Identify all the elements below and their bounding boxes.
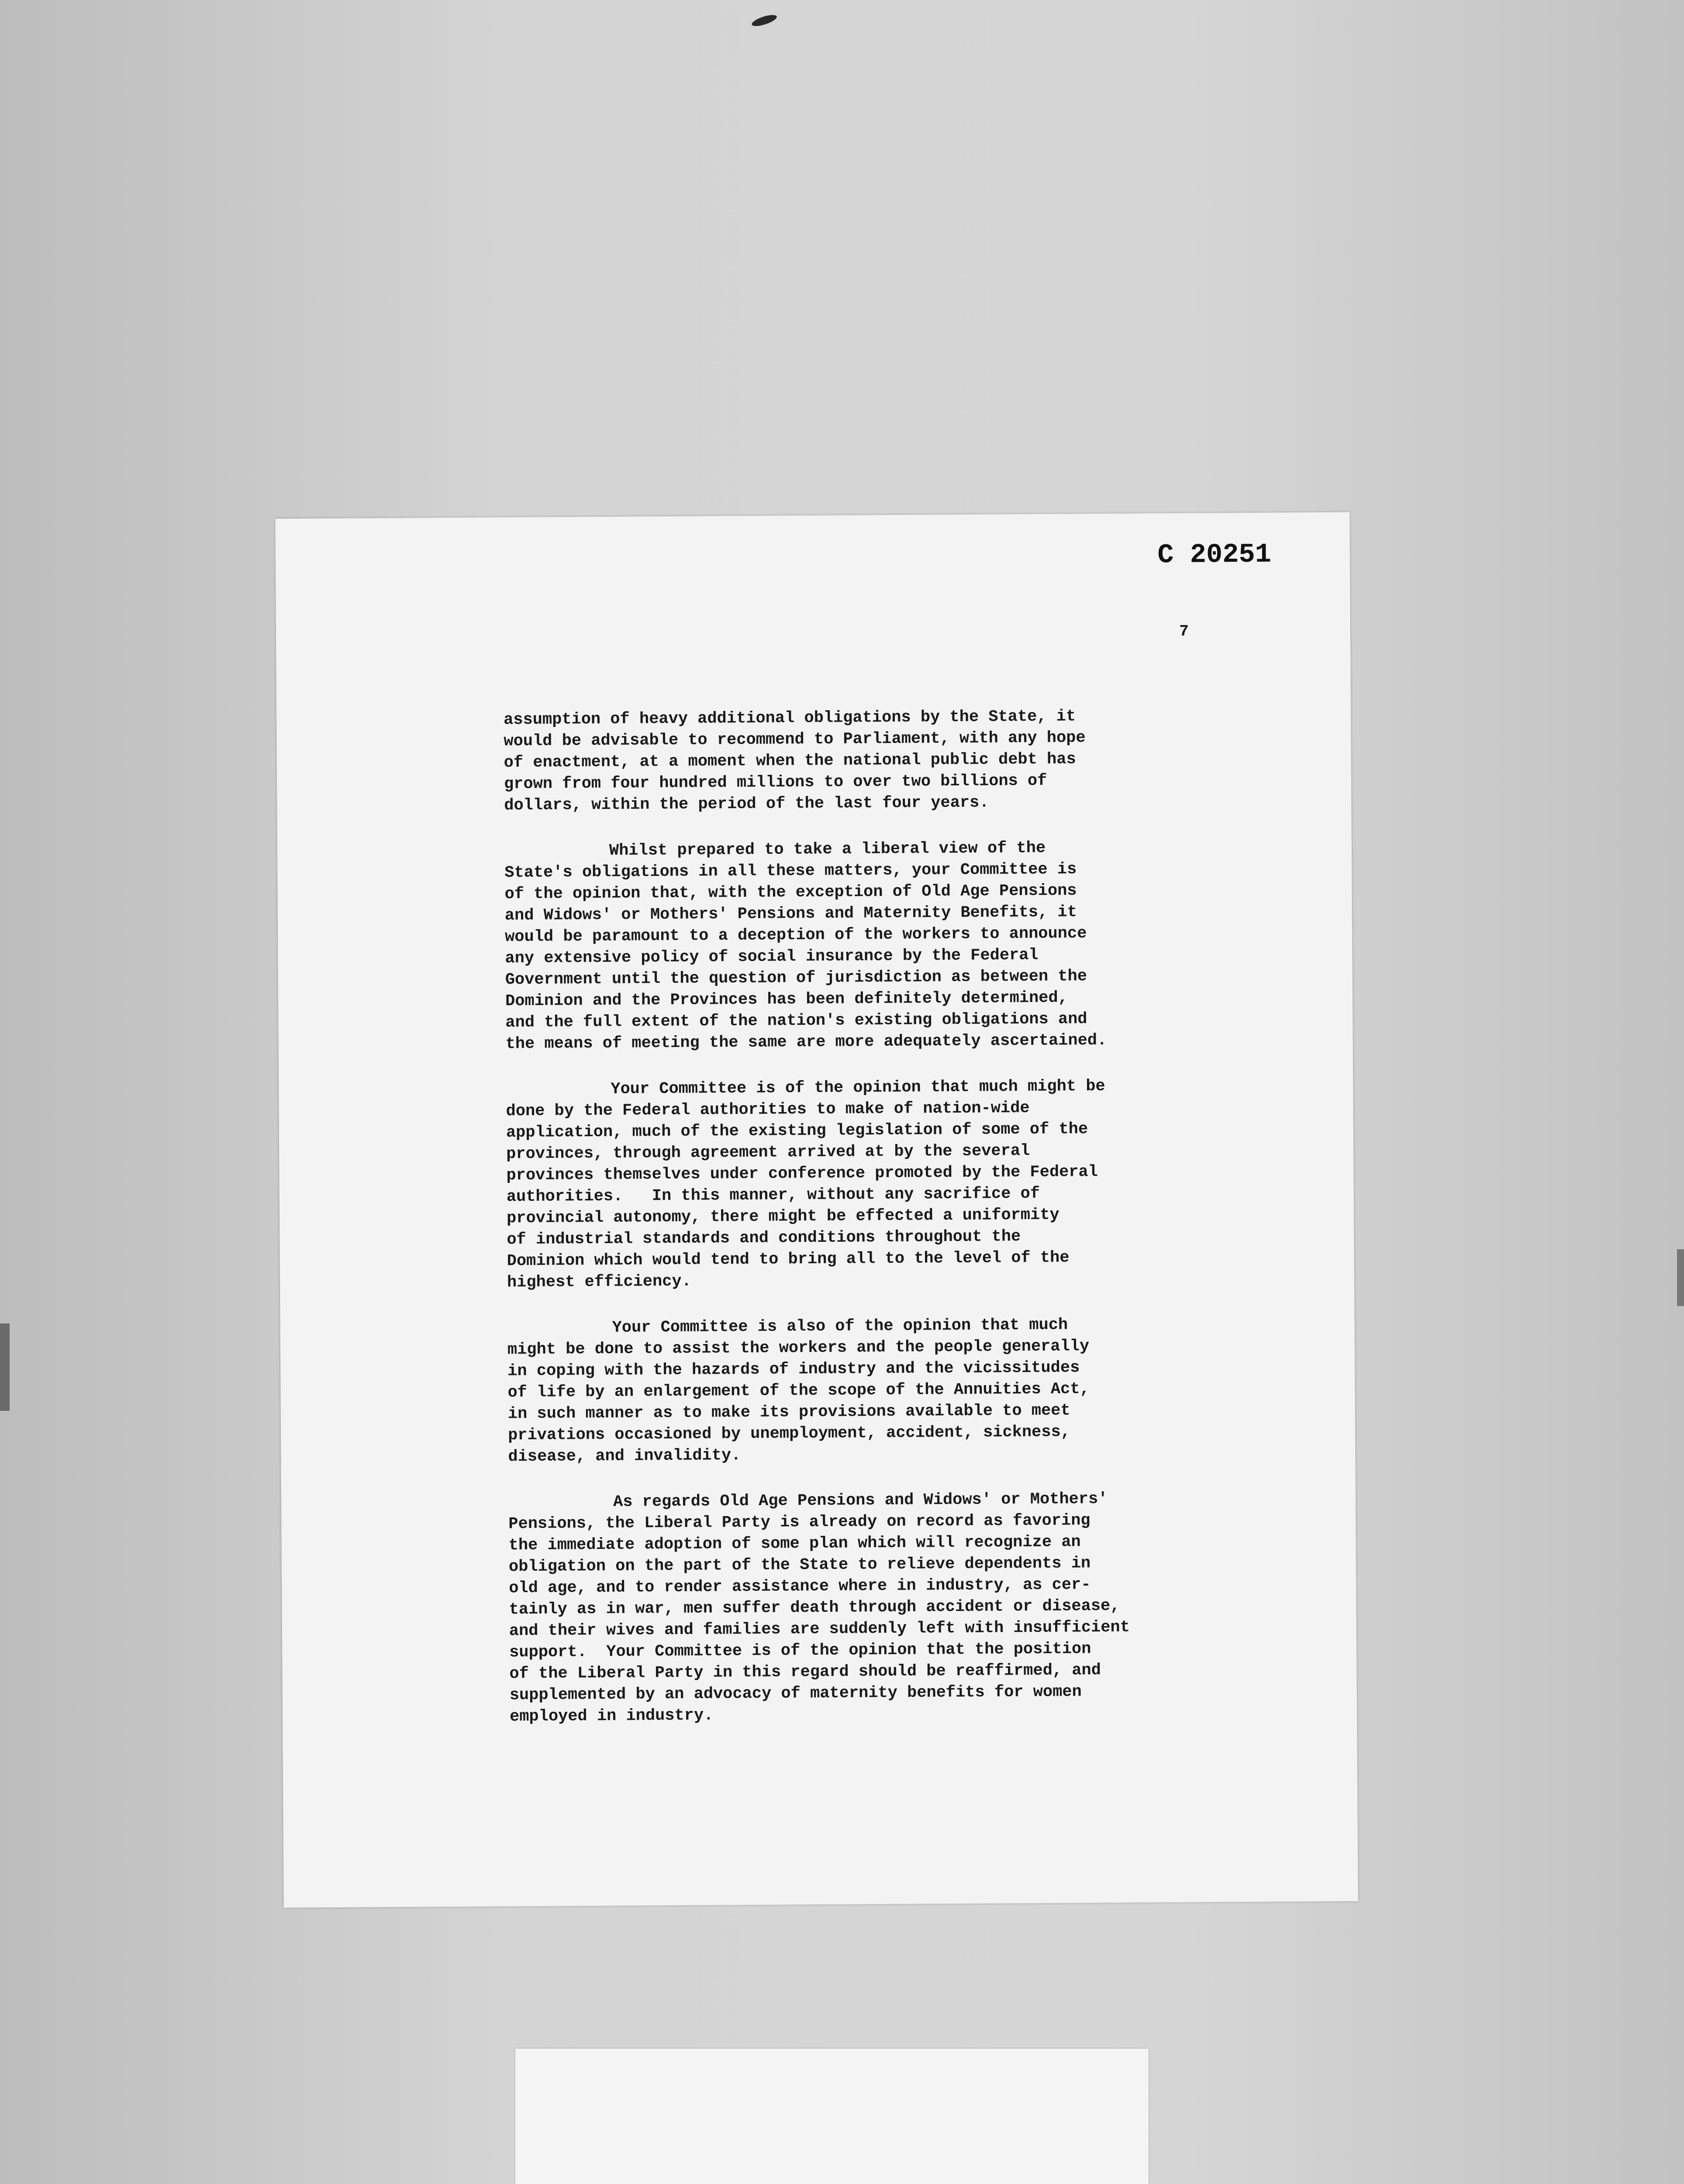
left-clip-mark (0, 1324, 10, 1411)
text-line: Dominion which would tend to bring all to the level of the (507, 1248, 1070, 1271)
text-line: highest efficiency. (507, 1272, 691, 1292)
text-line: provinces, through agreement arrived at by the several (506, 1142, 1030, 1164)
text-line: done by the Federal authorities to make of nation-wide (506, 1099, 1030, 1121)
text-line: of the Liberal Party in this regard should be reaffirmed, and (509, 1661, 1101, 1683)
text-line: State's obligations in all these matters, your Committee is (504, 860, 1077, 882)
text-line: privations occasioned by unemployment, accident, sickness, (508, 1423, 1071, 1445)
text-line: Government until the question of jurisdiction as between the (505, 967, 1087, 989)
text-line: the immediate adoption of some plan which will recognize an (508, 1533, 1081, 1555)
text-line: provincial autonomy, there might be effected a uniformity (506, 1206, 1059, 1228)
text-line: in such manner as to make its provisions available to meet (507, 1401, 1070, 1424)
text-line: would be paramount to a deception of the workers to announce (505, 924, 1087, 947)
text-line: of industrial standards and conditions throughout the (507, 1227, 1021, 1249)
paragraph (506, 1075, 1223, 1293)
text-line: employed in industry. (509, 1706, 714, 1726)
text-line: and the full extent of the nation's existing obligations and (505, 1010, 1087, 1032)
text-line: application, much of the existing legislation of some of the (506, 1120, 1088, 1142)
paragraph (507, 1313, 1224, 1468)
text-line: grown from four hundred millions to over two billions of (504, 771, 1047, 794)
text-line: dollars, within the period of the last four years. (504, 793, 989, 815)
paragraph (504, 836, 1222, 1055)
text-line: Pensions, the Liberal Party is already on record as favoring (508, 1511, 1090, 1534)
text-line: authorities. In this manner, without any sacrifice of (506, 1184, 1040, 1206)
text-line: of the opinion that, with the exception of Old Age Pensions (504, 881, 1077, 904)
text-line: and their wives and families are suddenly left with insufficient (509, 1618, 1130, 1641)
text-line: of enactment, at a moment when the national public debt has (504, 750, 1076, 772)
text-line: would be advisable to recommend to Parliament, with any hope (504, 729, 1086, 751)
text-line: of life by an enlargement of the scope of the Annuities Act, (507, 1380, 1090, 1402)
text-line: support. Your Committee is of the opinion that the position (509, 1640, 1091, 1662)
right-clip-mark (1677, 1249, 1684, 1306)
text-line: the means of meeting the same are more adequately ascertained. (505, 1031, 1107, 1054)
collection-label-card (515, 2049, 1149, 2184)
text-line: and Widows' or Mothers' Pensions and Maternity Benefits, it (504, 903, 1077, 925)
text-line: old age, and to render assistance where in industry, as cer- (509, 1576, 1091, 1598)
reference-number: C 20251 (1157, 539, 1272, 571)
document-page (275, 512, 1358, 1908)
text-line: provinces themselves under conference promoted by the Federal (506, 1163, 1098, 1185)
document-body (504, 705, 1226, 1752)
paragraph (508, 1488, 1226, 1728)
text-line: assumption of heavy additional obligations by the State, it (504, 707, 1076, 729)
text-line: Your Committee is of the opinion that much might be (611, 1077, 1105, 1099)
text-line: supplemented by an advocacy of maternity benefits for women (509, 1683, 1082, 1705)
text-line: any extensive policy of social insurance by the Federal (505, 946, 1039, 968)
text-line: in coping with the hazards of industry and the vicissitudes (507, 1358, 1080, 1381)
text-line: Dominion and the Provinces has been definitely determined, (505, 988, 1068, 1011)
page-number: 7 (1179, 622, 1189, 640)
text-line: Your Committee is also of the opinion that much (612, 1316, 1068, 1337)
paragraph (504, 705, 1220, 816)
text-line: tainly as in war, men suffer death through accident or disease, (509, 1597, 1120, 1619)
text-line: obligation on the part of the State to relieve dependents in (508, 1554, 1091, 1576)
text-line: As regards Old Age Pensions and Widows' or Mothers' (613, 1489, 1108, 1511)
text-line: Whilst prepared to take a liberal view of the (609, 839, 1046, 860)
text-line: might be done to assist the workers and the people generally (507, 1337, 1090, 1359)
text-line: disease, and invalidity. (508, 1446, 741, 1466)
